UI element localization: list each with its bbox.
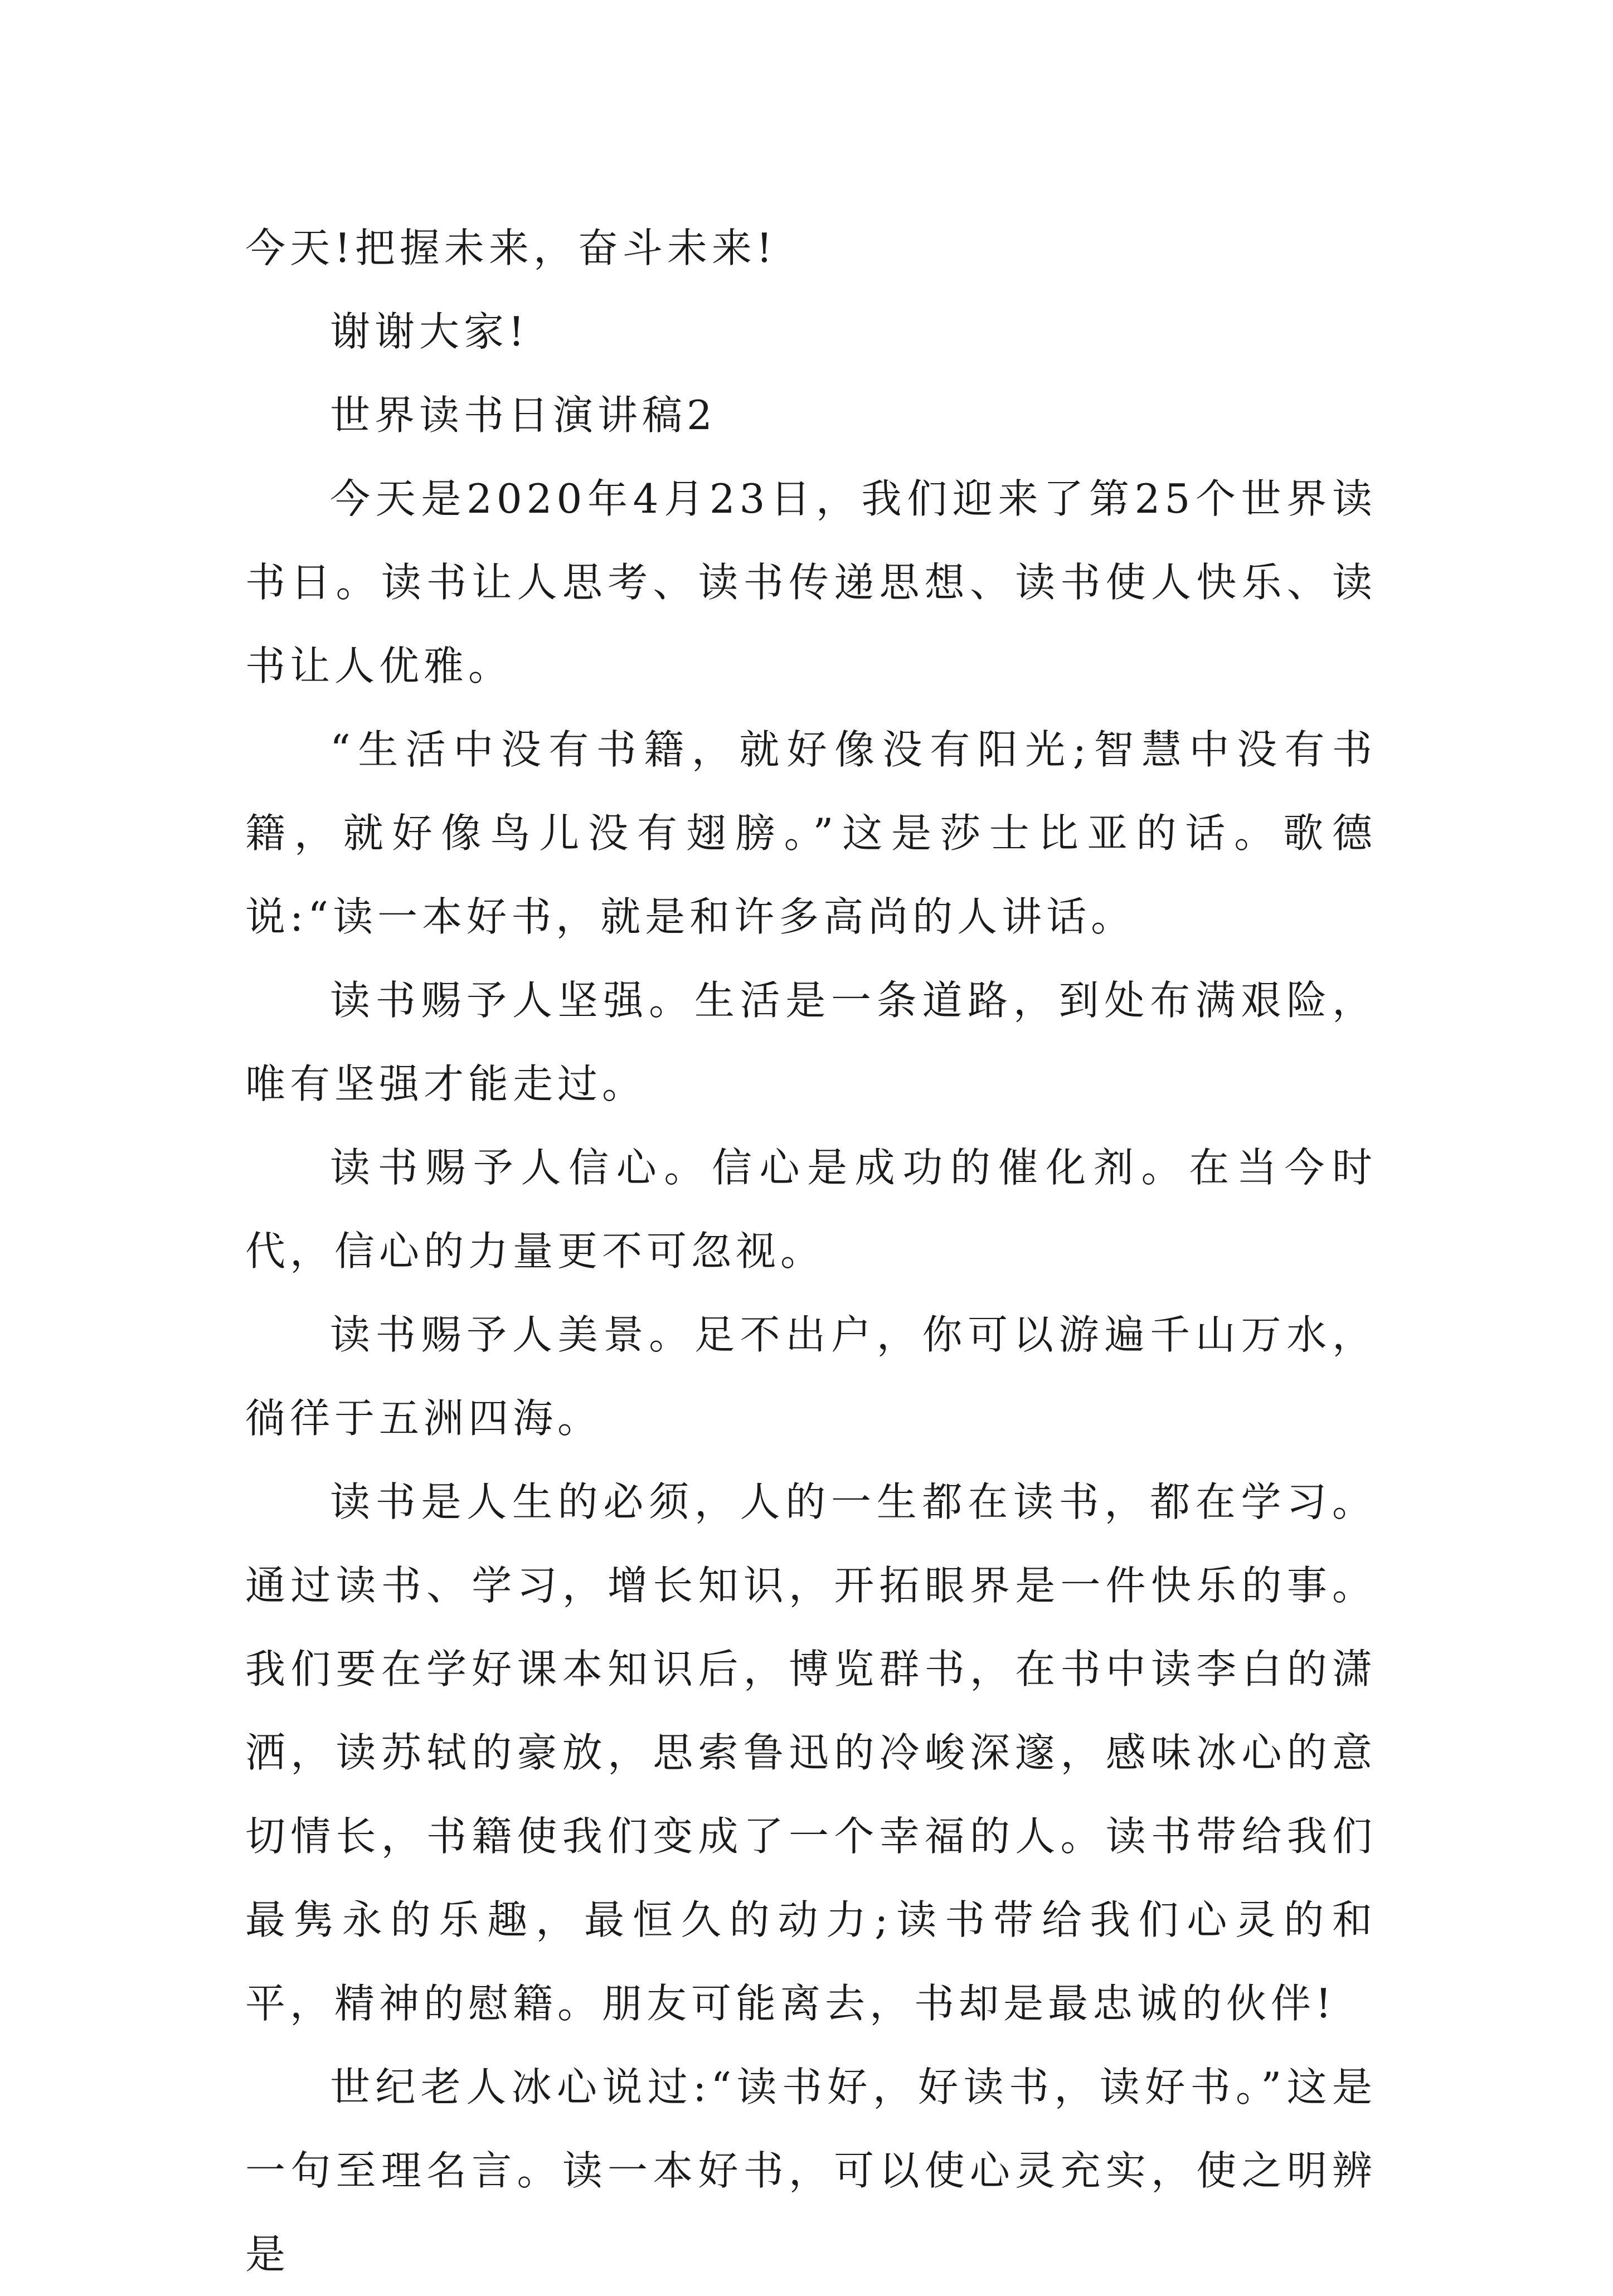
section-title: 世界读书日演讲稿2 bbox=[330, 392, 717, 439]
paragraph-reading-day: 今天是2020年4月23日，我们迎来了第25个世界读书日。读书让人思考、读书传递思想、读书使人快乐、读书让人优雅。 bbox=[245, 475, 1377, 689]
paragraph-scenery: 读书赐予人美景。足不出户，你可以游遍千山万水，徜徉于五洲四海。 bbox=[245, 1311, 1377, 1442]
paragraph-strength: 读书赐予人坚强。生活是一条道路，到处布满艰险，唯有坚强才能走过。 bbox=[245, 977, 1377, 1107]
paragraph-bingxin: 世纪老人冰心说过:“读书好，好读书，读好书。”这是一句至理名言。读一本好书，可以使心灵充实，使之明辨是 bbox=[245, 2064, 1377, 2278]
paragraph-closing-line: 今天!把握未来，奋斗未来! bbox=[245, 225, 777, 271]
paragraph-confidence: 读书赐予人信心。信心是成功的催化剂。在当今时代，信心的力量更不可忽视。 bbox=[245, 1144, 1377, 1275]
paragraph-thanks: 谢谢大家! bbox=[330, 308, 529, 355]
document-body bbox=[245, 206, 1377, 2296]
paragraph-necessity: 读书是人生的必须，人的一生都在读书，都在学习。通过读书、学习，增长知识，开拓眼界是一件快乐的事。我们要在学好课本知识后，博览群书，在书中读李白的潇洒，读苏轼的豪放，思索鲁迅的冷峻深邃，感味冰心的意切情长，书籍使我们变成了一个幸福的人。读书带给我们最隽永的乐趣，最恒久的动力;读书带给我们心灵的和平，精神的慰籍。朋友可能离去，书却是最忠诚的伙伴! bbox=[245, 1478, 1377, 2027]
paragraph-quotes: “生活中没有书籍，就好像没有阳光;智慧中没有书籍，就好像鸟儿没有翅膀。”这是莎士比亚的话。歌德说:“读一本好书，就是和许多高尚的人讲话。 bbox=[245, 726, 1377, 940]
